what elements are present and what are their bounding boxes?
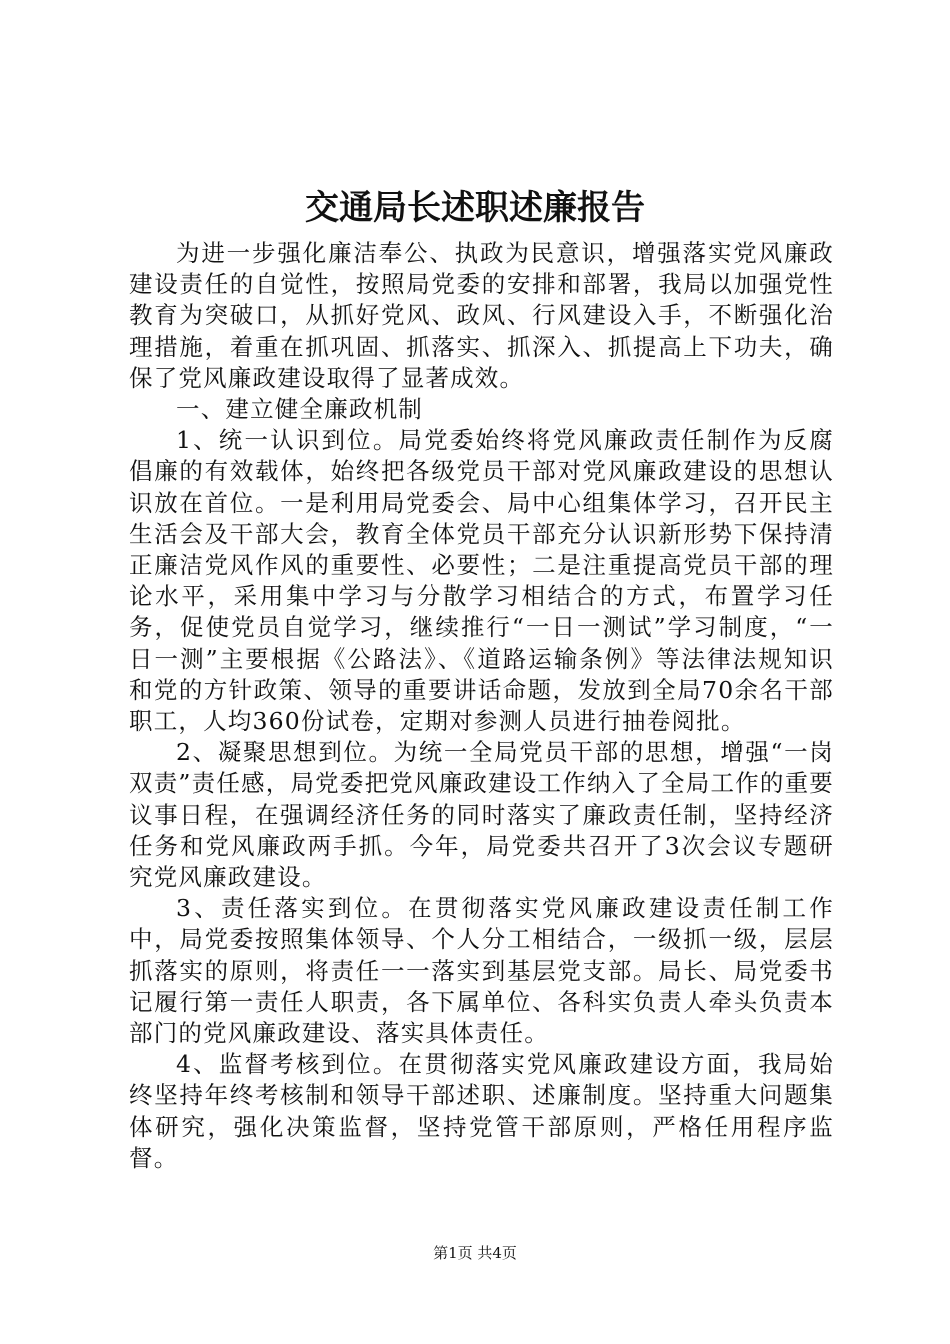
paragraph-item-2: 2、凝聚思想到位。为统一全局党员干部的思想，增强“一岗双责”责任感，局党委把党风廉政建设工作纳入了全局工作的重要议事日程，在强调经济任务的同时落实了廉政责任制，坚持经济任务和党风廉政两手抓。今年，局党委共召开了3次会议专题研究党风廉政建设。 <box>129 738 834 892</box>
document-body <box>129 238 834 1174</box>
section-heading: 一、建立健全廉政机制 <box>176 395 423 424</box>
paragraph-item-1: 1、统一认识到位。局党委始终将党风廉政责任制作为反腐倡廉的有效载体，始终把各级党员干部对党风廉政建设的思想认识放在首位。一是利用局党委会、局中心组集体学习，召开民主生活会及干部大会，教育全体党员干部充分认识新形势下保持清正廉洁党风作风的重要性、必要性；二是注重提高党员干部的理论水平，采用集中学习与分散学习相结合的方式，布置学习任务，促使党员自觉学习，继续推行“一日一测试”学习制度，“一日一测”主要根据《公路法》、《道路运输条例》等法律法规知识和党的方针政策、领导的重要讲话命题，发放到全局70余名干部职工，人均360份试卷，定期对参测人员进行抽卷阅批。 <box>129 426 834 736</box>
paragraph-item-4: 4、监督考核到位。在贯彻落实党风廉政建设方面，我局始终坚持年终考核制和领导干部述职、述廉制度。坚持重大问题集体研究，强化决策监督，坚持党管干部原则，严格任用程序监督。 <box>129 1050 834 1172</box>
paragraph-item-3: 3、责任落实到位。在贯彻落实党风廉政建设责任制工作中，局党委按照集体领导、个人分工相结合，一级抓一级，层层抓落实的原则，将责任一一落实到基层党支部。局长、局党委书记履行第一责任人职责，各下属单位、各科实负责人牵头负责本部门的党风廉政建设、落实具体责任。 <box>129 894 834 1048</box>
document-title: 交通局长述职述廉报告 <box>305 188 645 228</box>
page-number: 第1页 共4页 <box>433 1244 517 1262</box>
paragraph-intro: 为进一步强化廉洁奉公、执政为民意识，增强落实党风廉政建设责任的自觉性，按照局党委的安排和部署，我局以加强党性教育为突破口，从抓好党风、政风、行风建设入手，不断强化治理措施，着重在抓巩固、抓落实、抓深入、抓提高上下功夫，确保了党风廉政建设取得了显著成效。 <box>129 239 834 392</box>
